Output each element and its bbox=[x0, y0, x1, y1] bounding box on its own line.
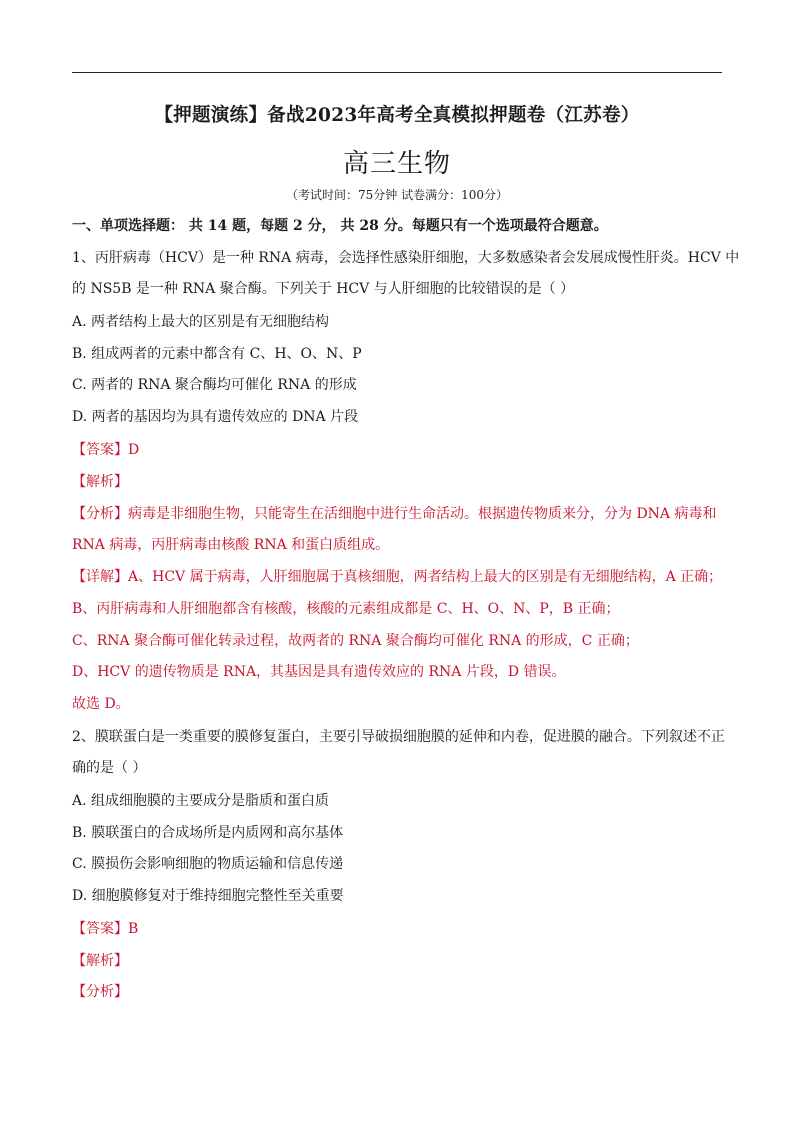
q1-stem-line1: 1、丙肝病毒（HCV）是一种 RNA 病毒，会选择性感染肝细胞，大多数感染者会发展成慢性肝炎。HCV 中 bbox=[72, 250, 740, 266]
q1-detail-b: B、丙肝病毒和人肝细胞都含有核酸，核酸的元素组成都是 C、H、O、N、P，B 正确； bbox=[72, 601, 620, 617]
q1-stem-line2: 的 NS5B 是一种 RNA 聚合酶。下列关于 HCV 与人肝细胞的比较错误的是（ ） bbox=[72, 281, 575, 297]
subject-title: 高三生物 bbox=[342, 149, 451, 179]
q1-answer: 【答案】D bbox=[72, 442, 140, 458]
q1-fenxi-line1: 【分析】病毒是非细胞生物，只能寄生在活细胞中进行生命活动。根据遗传物质来分，分为 DNA 病毒和 bbox=[72, 506, 717, 522]
exam-info: （考试时间：75分钟 试卷满分：100分） bbox=[286, 188, 508, 202]
q1-option-c: C. 两者的 RNA 聚合酶均可催化 RNA 的形成 bbox=[72, 377, 357, 393]
q1-fenxi-line2: RNA 病毒，丙肝病毒由核酸 RNA 和蛋白质组成。 bbox=[72, 537, 390, 553]
q1-analysis-label: 【解析】 bbox=[72, 474, 128, 490]
header-rule bbox=[72, 72, 722, 73]
section-heading: 一、单项选择题： 共 14 题，每题 2 分， 共 28 分。每题只有一个选项最符合题意。 bbox=[72, 218, 608, 234]
q2-option-b: B. 膜联蛋白的合成场所是内质网和高尔基体 bbox=[72, 825, 344, 841]
q1-option-d: D. 两者的基因均为具有遗传效应的 DNA 片段 bbox=[72, 409, 359, 425]
q2-stem-line1: 2、膜联蛋白是一类重要的膜修复蛋白，主要引导破损细胞膜的延伸和内卷，促进膜的融合。下列叙述不正 bbox=[72, 729, 725, 745]
q2-fenxi-label: 【分析】 bbox=[72, 984, 128, 1000]
q1-detail-a: 【详解】A、HCV 属于病毒，人肝细胞属于真核细胞，两者结构上最大的区别是有无细胞结构，A 正确； bbox=[72, 569, 723, 585]
q2-option-c: C. 膜损伤会影响细胞的物质运输和信息传递 bbox=[72, 856, 344, 872]
q2-answer: 【答案】B bbox=[72, 921, 139, 937]
q2-option-a: A. 组成细胞膜的主要成分是脂质和蛋白质 bbox=[72, 793, 330, 809]
exam-title: 【押题演练】备战2023年高考全真模拟押题卷（江苏卷） bbox=[154, 105, 640, 126]
q1-option-b: B. 组成两者的元素中都含有 C、H、O、N、P bbox=[72, 346, 362, 362]
q1-conclusion: 故选 D。 bbox=[72, 696, 130, 712]
q2-option-d: D. 细胞膜修复对于维持细胞完整性至关重要 bbox=[72, 888, 344, 904]
q1-option-a: A. 两者结构上最大的区别是有无细胞结构 bbox=[72, 314, 330, 330]
q1-detail-d: D、HCV 的遗传物质是 RNA，其基因是具有遗传效应的 RNA 片段，D 错误。 bbox=[72, 664, 566, 680]
q2-analysis-label: 【解析】 bbox=[72, 953, 128, 969]
q1-detail-c: C、RNA 聚合酶可催化转录过程，故两者的 RNA 聚合酶均可催化 RNA 的形成，C 正确； bbox=[72, 633, 639, 649]
q2-stem-line2: 确的是（ ） bbox=[72, 760, 147, 776]
